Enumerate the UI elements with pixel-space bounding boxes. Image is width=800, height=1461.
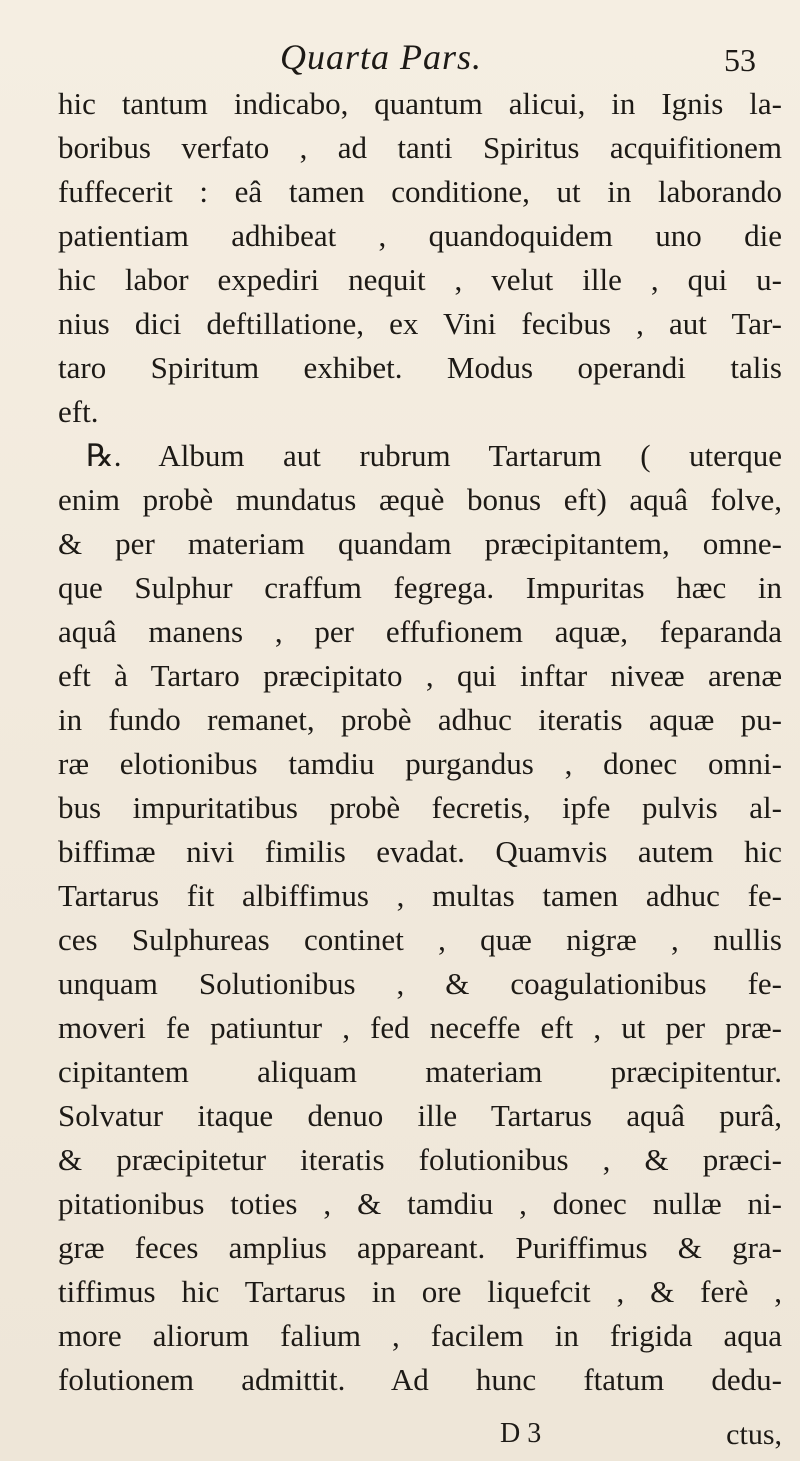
text-line: more aliorum falium , facilem in frigida aqua bbox=[58, 1318, 782, 1353]
text-line: Solvatur itaque denuo ille Tartarus aquâ purâ, bbox=[58, 1098, 782, 1133]
text-line: ræ elotionibus tamdiu purgandus , donec omni- bbox=[58, 746, 782, 781]
text-line: & per materiam quandam præcipitantem, omne- bbox=[58, 526, 782, 561]
catchword: ctus, bbox=[726, 1418, 782, 1451]
text-line: biffimæ nivi fimilis evadat. Quamvis autem hic bbox=[58, 834, 782, 869]
text-line: taro Spiritum exhibet. Modus operandi talis bbox=[58, 350, 782, 385]
text-line: & præcipitetur iteratis folutionibus , & præci- bbox=[58, 1142, 782, 1177]
text-line: hic tantum indicabo, quantum alicui, in Ignis la- bbox=[58, 86, 782, 121]
text-line: tiffimus hic Tartarus in ore liquefcit , & ferè , bbox=[58, 1274, 782, 1309]
text-line: boribus verfato , ad tanti Spiritus acquifitionem bbox=[58, 130, 782, 165]
text-line: hic labor expediri nequit , velut ille , qui u- bbox=[58, 262, 782, 297]
signature-mark: D 3 bbox=[500, 1418, 542, 1449]
text-line: cipitantem aliquam materiam præcipitentur. bbox=[58, 1054, 782, 1089]
text-line: fuffecerit : eâ tamen conditione, ut in laborando bbox=[58, 174, 782, 209]
text-line: enim probè mundatus æquè bonus eft) aquâ folve, bbox=[58, 482, 782, 517]
text-line: ces Sulphureas continet , quæ nigræ , nullis bbox=[58, 922, 782, 957]
text-line: patientiam adhibeat , quandoquidem uno die bbox=[58, 218, 782, 253]
text-line: aquâ manens , per effufionem aquæ, feparanda bbox=[58, 614, 782, 649]
text-line: nius dici deftillatione, ex Vini fecibus , aut Tar- bbox=[58, 306, 782, 341]
page-number: 53 bbox=[724, 42, 756, 78]
text-line: Tartarus fit albiffimus , multas tamen adhuc fe- bbox=[58, 878, 782, 913]
text-line: in fundo remanet, probè adhuc iteratis aquæ pu- bbox=[58, 702, 782, 737]
text-line: eft. bbox=[58, 394, 99, 429]
text-line: unquam Solutionibus , & coagulationibus fe- bbox=[58, 966, 782, 1001]
recipe-line: ℞. Album aut rubrum Tartarum ( uterque bbox=[86, 438, 782, 473]
text-line: moveri fe patiuntur , fed neceffe eft , ut per præ- bbox=[58, 1010, 782, 1045]
page-footer bbox=[58, 1418, 782, 1458]
text-line: folutionem admittit. Ad hunc ftatum dedu- bbox=[58, 1362, 782, 1397]
text-line: græ feces amplius appareant. Puriffimus & gra- bbox=[58, 1230, 782, 1265]
text-line: bus impuritatibus probè fecretis, ipfe pulvis al- bbox=[58, 790, 782, 825]
body-text bbox=[58, 82, 782, 1402]
running-head: Quarta Pars. bbox=[280, 37, 483, 77]
text-line: pitationibus toties , & tamdiu , donec nullæ ni- bbox=[58, 1186, 782, 1221]
text-line: que Sulphur craffum fegrega. Impuritas hæc in bbox=[58, 570, 782, 605]
text-line: eft à Tartaro præcipitato , qui inftar niveæ arenæ bbox=[58, 658, 782, 693]
page-header bbox=[60, 28, 762, 78]
